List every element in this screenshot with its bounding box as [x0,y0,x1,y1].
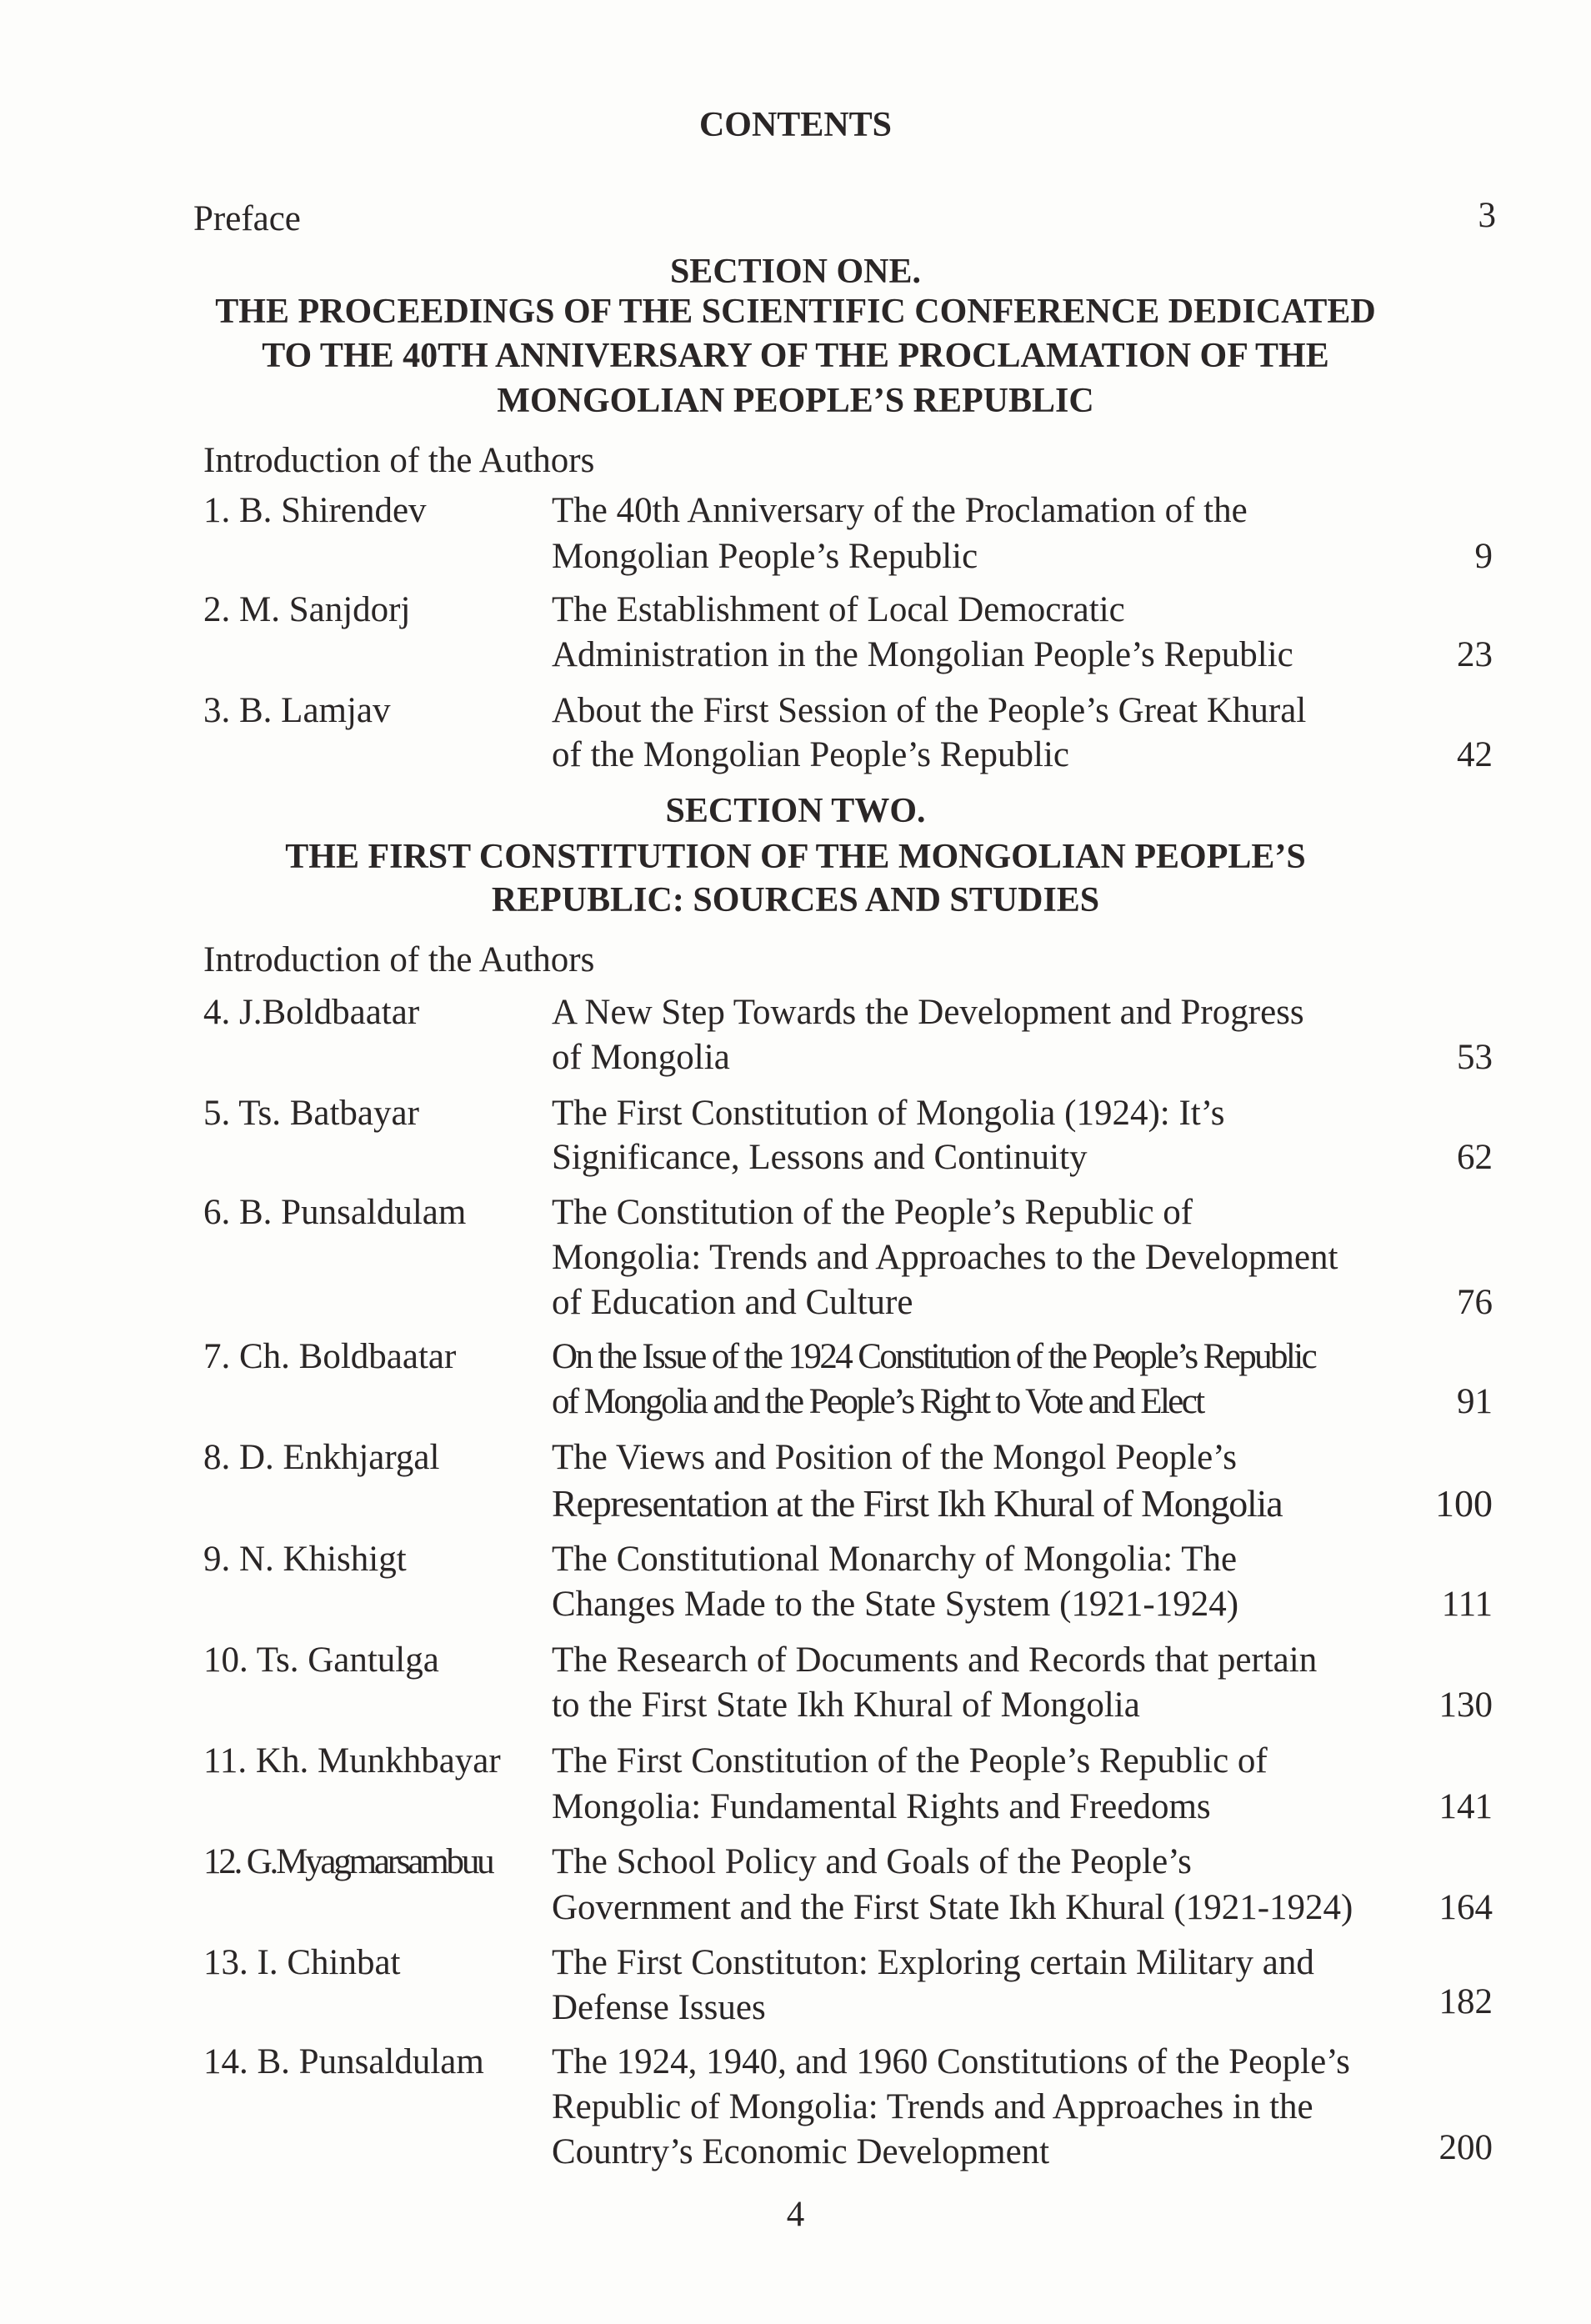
entry-author: 13. I. Chinbat [203,1943,401,1982]
entry-title-line: Mongolia: Trends and Approaches to the Development [552,1238,1338,1277]
entry-page: 53 [1457,1038,1493,1077]
entry-title-line: The First Constitution of Mongolia (1924): It’s [552,1094,1225,1133]
preface-label: Preface [193,199,301,238]
entry-page: 91 [1457,1382,1493,1421]
entry-author: 5. Ts. Batbayar [203,1094,419,1133]
entry-page: 42 [1457,735,1493,774]
entry-page: 141 [1438,1787,1493,1826]
entry-author: 1. B. Shirendev [203,491,427,530]
section-two-heading-line: THE FIRST CONSTITUTION OF THE MONGOLIAN PEOPLE’S [285,838,1306,876]
entry-page: 9 [1474,537,1493,576]
entry-page: 164 [1438,1888,1493,1927]
entry-title-line: The Establishment of Local Democratic [552,590,1125,629]
preface-page: 3 [1478,196,1496,235]
entry-title-line: The School Policy and Goals of the People’s [552,1842,1192,1881]
entry-title-line: Mongolia: Fundamental Rights and Freedoms [552,1787,1211,1826]
entry-title-line: Significance, Lessons and Continuity [552,1138,1088,1177]
entry-title-line: On the Issue of the 1924 Constitution of the People’s Republic [552,1337,1316,1376]
section-one-heading-line: TO THE 40TH ANNIVERSARY OF THE PROCLAMATION OF THE [262,337,1329,375]
entry-title-line: of Education and Culture [552,1283,913,1322]
entry-title-line: of the Mongolian People’s Republic [552,735,1070,774]
entry-title-line: Representation at the First Ikh Khural of Mongolia [552,1482,1283,1525]
entry-title-line: A New Step Towards the Development and Progress [552,993,1304,1032]
entry-title-line: to the First State Ikh Khural of Mongolia [552,1685,1140,1725]
entry-page: 200 [1438,2128,1493,2167]
entry-title-line: of Mongolia [552,1038,730,1077]
entry-title-line: Mongolian People’s Republic [552,537,978,576]
entry-author: 6. B. Punsaldulam [203,1193,467,1232]
entry-author: 12. G.Myagmarsambuu [203,1842,493,1881]
entry-author: 2. M. Sanjdorj [203,590,411,629]
entry-title-line: The Research of Documents and Records that pertain [552,1640,1318,1680]
entry-title-line: The Constitutional Monarchy of Mongolia: The [552,1540,1238,1579]
entry-title-line: About the First Session of the People’s Great Khural [552,691,1307,730]
entry-page: 62 [1457,1138,1493,1177]
entry-title-line: Republic of Mongolia: Trends and Approaches in the [552,2087,1313,2126]
entry-author: 4. J.Boldbaatar [203,993,420,1032]
entry-title-line: Administration in the Mongolian People’s Republic [552,635,1293,674]
entry-title-line: Government and the First State Ikh Khural (1921-1924) [552,1888,1353,1927]
entry-author: 10. Ts. Gantulga [203,1640,439,1680]
section-two-heading-line: REPUBLIC: SOURCES AND STUDIES [491,881,1100,919]
section-one-heading-line: THE PROCEEDINGS OF THE SCIENTIFIC CONFERENCE DEDICATED [215,293,1376,331]
entry-title-line: The 40th Anniversary of the Proclamation of the [552,491,1248,530]
entry-title-line: Country’s Economic Development [552,2132,1050,2171]
entry-author: 14. B. Punsaldulam [203,2042,484,2081]
page-title: CONTENTS [698,106,893,144]
section-two-intro: Introduction of the Authors [203,940,595,979]
entry-title-line: The First Constitution of the People’s Republic of [552,1741,1268,1781]
section-one-intro: Introduction of the Authors [203,441,595,480]
entry-title-line: Defense Issues [552,1988,766,2027]
entry-author: 7. Ch. Boldbaatar [203,1337,457,1376]
entry-author: 11. Kh. Munkhbayar [203,1741,501,1781]
entry-title-line: The Constitution of the People’s Republic of [552,1193,1193,1232]
section-one-label: SECTION ONE. [669,253,922,291]
entry-page: 182 [1438,1982,1493,2021]
entry-title-line: of Mongolia and the People’s Right to Vote and Elect [552,1382,1203,1421]
entry-author: 9. N. Khishigt [203,1540,407,1579]
entry-title-line: Changes Made to the State System (1921-1924) [552,1585,1239,1624]
section-one-heading-line: MONGOLIAN PEOPLE’S REPUBLIC [497,382,1094,420]
entry-title-line: The Views and Position of the Mongol People’s [552,1438,1237,1477]
entry-page: 130 [1438,1685,1493,1725]
entry-page: 111 [1441,1585,1493,1624]
entry-title-line: The First Constituton: Exploring certain Military and [552,1943,1314,1982]
entry-author: 3. B. Lamjav [203,691,391,730]
section-two-label: SECTION TWO. [665,792,926,830]
entry-page: 76 [1457,1283,1493,1322]
entry-page: 100 [1435,1482,1493,1525]
entry-title-line: The 1924, 1940, and 1960 Constitutions of the People’s [552,2042,1350,2081]
entry-author: 8. D. Enkhjargal [203,1438,440,1477]
page-number: 4 [786,2195,805,2234]
entry-page: 23 [1457,635,1493,674]
